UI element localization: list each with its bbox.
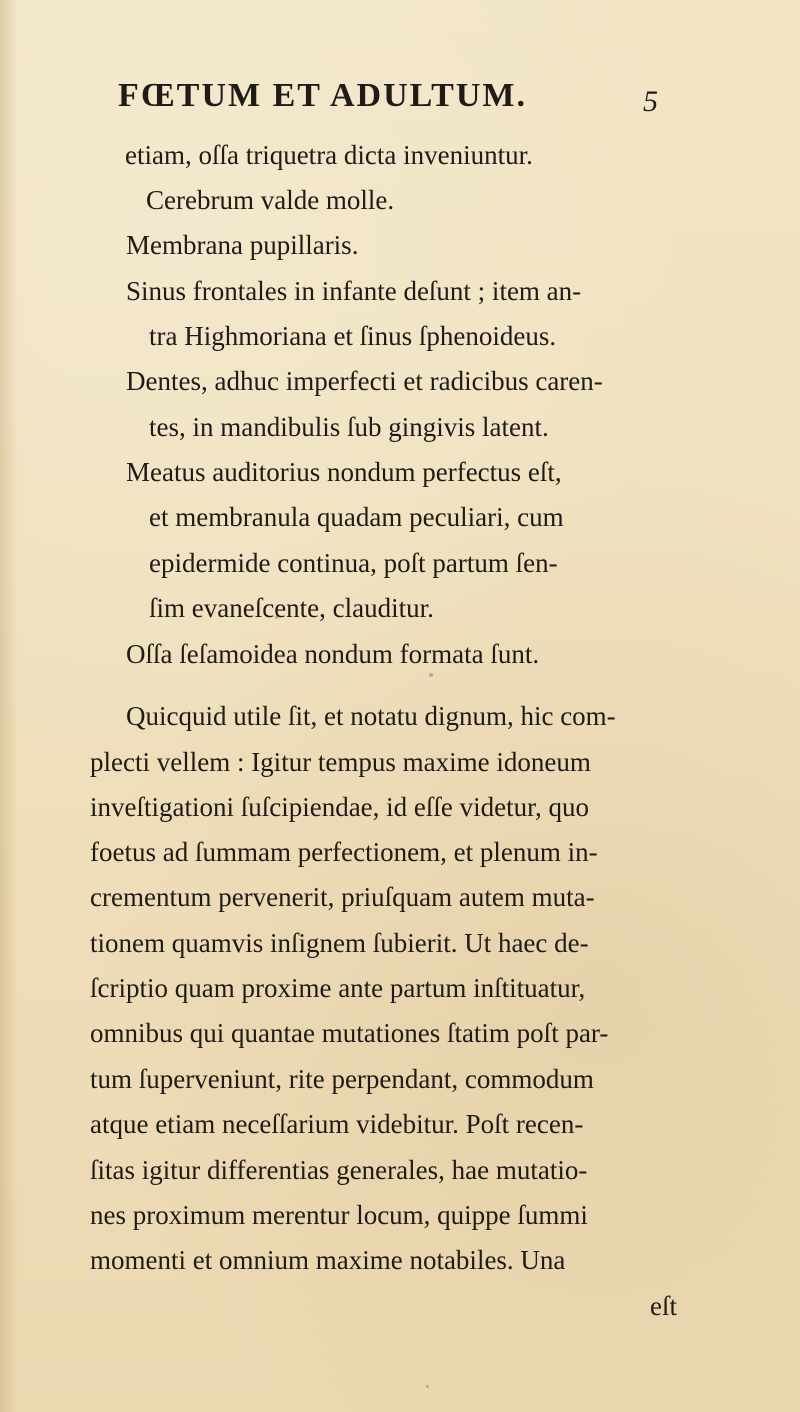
catchword: eſt bbox=[650, 1291, 677, 1321]
text-line: Sinus frontales in infante deſunt ; item an- bbox=[126, 276, 582, 306]
text-line: Dentes, adhuc imperfecti et radicibus caren- bbox=[126, 366, 603, 396]
text-line: inveſtigationi ſuſcipiendae, id eſſe videtur, quo bbox=[90, 792, 590, 822]
text-line: tum ſuperveniunt, rite perpendant, commodum bbox=[90, 1064, 594, 1094]
text-line: foetus ad ſummam perfectionem, et plenum in- bbox=[90, 837, 598, 867]
running-head: FŒTUM ET ADULTUM. bbox=[118, 77, 527, 114]
text-line: tionem quamvis inſignem ſubierit. Ut haec de- bbox=[90, 928, 589, 958]
page-header bbox=[118, 76, 658, 116]
text-line: Oſſa ſeſamoidea nondum formata ſunt. bbox=[126, 639, 540, 669]
text-line: omnibus qui quantae mutationes ſtatim poſt par- bbox=[90, 1018, 609, 1048]
text-line: plecti vellem : Igitur tempus maxime idoneum bbox=[90, 747, 591, 777]
text-line: Membrana pupillaris. bbox=[126, 230, 359, 260]
text-line: nes proximum merentur locum, quippe ſummi bbox=[90, 1200, 588, 1230]
page-gutter-shadow bbox=[0, 0, 18, 1412]
text-line: etiam, oſſa triquetra dicta inveniuntur. bbox=[125, 140, 533, 170]
text-line: et membranula quadam peculiari, cum bbox=[149, 502, 564, 532]
text-line: ſcriptio quam proxime ante partum inſtituatur, bbox=[90, 973, 586, 1003]
text-line: Cerebrum valde molle. bbox=[146, 185, 395, 215]
page-number: 5 bbox=[643, 85, 658, 118]
text-line: momenti et omnium maxime notabiles. Una bbox=[90, 1245, 566, 1275]
paper-speck bbox=[429, 673, 433, 677]
text-line: atque etiam neceſſarium videbitur. Poſt recen- bbox=[90, 1109, 584, 1139]
text-line: Meatus auditorius nondum perfectus eſt, bbox=[126, 457, 562, 487]
text-line: crementum pervenerit, priuſquam autem muta- bbox=[90, 882, 595, 912]
paper-speck bbox=[275, 616, 278, 619]
text-line: ſitas igitur differentias generales, hae mutatio- bbox=[90, 1155, 588, 1185]
text-line: tra Highmoriana et ſinus ſphenoideus. bbox=[149, 321, 557, 351]
text-line: epidermide continua, poſt partum ſen- bbox=[149, 548, 558, 578]
paper-speck bbox=[426, 1385, 429, 1388]
text-line: tes, in mandibulis ſub gingivis latent. bbox=[149, 412, 549, 442]
text-line: Quicquid utile ſit, et notatu dignum, hic com- bbox=[126, 701, 616, 731]
text-line: ſim evaneſcente, clauditur. bbox=[149, 593, 434, 623]
